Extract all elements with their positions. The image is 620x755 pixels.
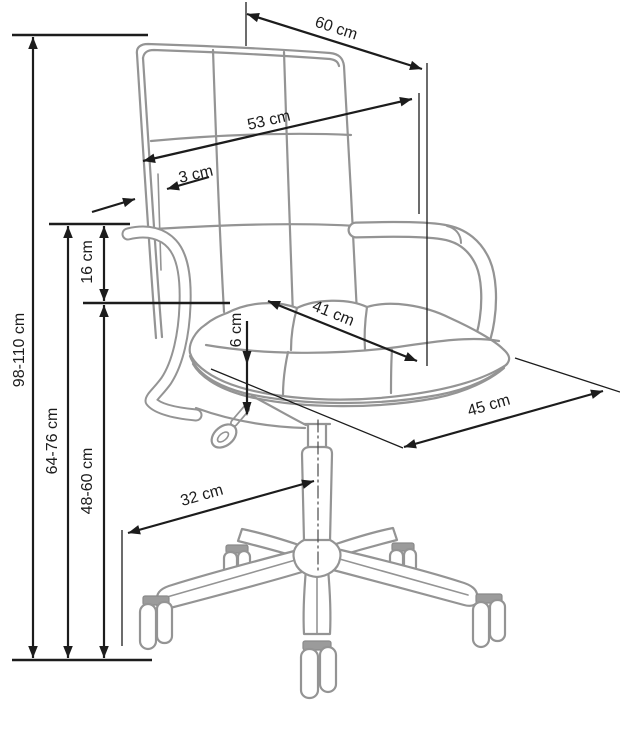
label-backrest-width: 53 cm [245, 107, 293, 134]
backrest-seam-vertical-1 [213, 50, 224, 312]
backrest-outline [137, 44, 358, 338]
caster-wheel [301, 649, 318, 698]
label-seat-depth: 41 cm [309, 297, 357, 330]
height-lever [207, 409, 246, 452]
label-backrest-thickness: 3 cm [177, 162, 215, 187]
caster-right [473, 594, 505, 647]
label-seat-width: 45 cm [465, 391, 513, 420]
label-seat-thickness: 6 cm [228, 312, 246, 348]
caster-wheel [320, 647, 336, 692]
ext-line-seat-right [515, 358, 620, 392]
label-overall-width: 60 cm [312, 13, 360, 44]
label-seat-height: 48-60 cm [79, 447, 97, 515]
label-total-height: 98-110 cm [11, 312, 29, 388]
backrest-seam-horizontal-2 [154, 224, 356, 229]
dimension-labels [11, 14, 512, 514]
backrest-side-edge [158, 174, 161, 270]
label-armrest-above-seat: 16 cm [79, 240, 97, 284]
seat-underside [196, 408, 305, 428]
backrest-seam-vertical-2 [284, 52, 293, 316]
lever-handle-inner [216, 430, 230, 444]
caster-wheel [157, 602, 172, 643]
caster-wheel [490, 600, 505, 641]
caster-left [140, 596, 172, 649]
dim-line-backrest-width [143, 99, 412, 161]
base-hub [293, 540, 340, 577]
caster-front [301, 641, 336, 698]
cylinder [302, 447, 332, 541]
caster-wheel [140, 604, 156, 649]
backrest-seam-horizontal-1 [151, 134, 351, 141]
dim-line-backrest-thickness-left [92, 199, 135, 212]
label-armrest-height: 64-76 cm [44, 407, 62, 475]
chair-drawing [128, 44, 509, 698]
backrest [137, 44, 358, 338]
label-base-arm-length: 32 cm [178, 481, 226, 510]
seat-valley-front-2 [391, 350, 392, 393]
caster-wheel [473, 602, 489, 647]
